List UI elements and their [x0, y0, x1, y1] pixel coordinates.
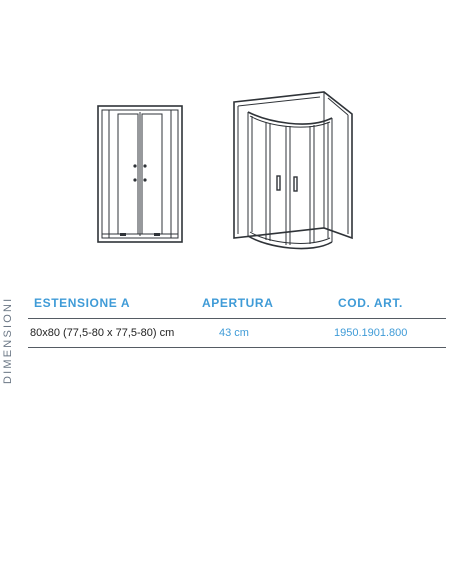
table-cell-opening: 43 cm	[219, 327, 249, 339]
table-divider-bottom	[28, 347, 446, 348]
table-divider-top	[28, 318, 446, 319]
shower-isometric-view-drawing	[228, 88, 356, 256]
column-header-opening: APERTURA	[202, 296, 274, 310]
table-cell-size: 80x80 (77,5-80 x 77,5-80) cm	[30, 327, 175, 339]
column-header-extension: ESTENSIONE A	[34, 296, 131, 310]
shower-front-view-drawing	[92, 100, 188, 248]
column-header-article-code: COD. ART.	[338, 296, 403, 310]
side-label-dimensions: DIMENSIONI	[2, 296, 14, 384]
table-cell-article-code: 1950.1901.800	[334, 327, 408, 339]
